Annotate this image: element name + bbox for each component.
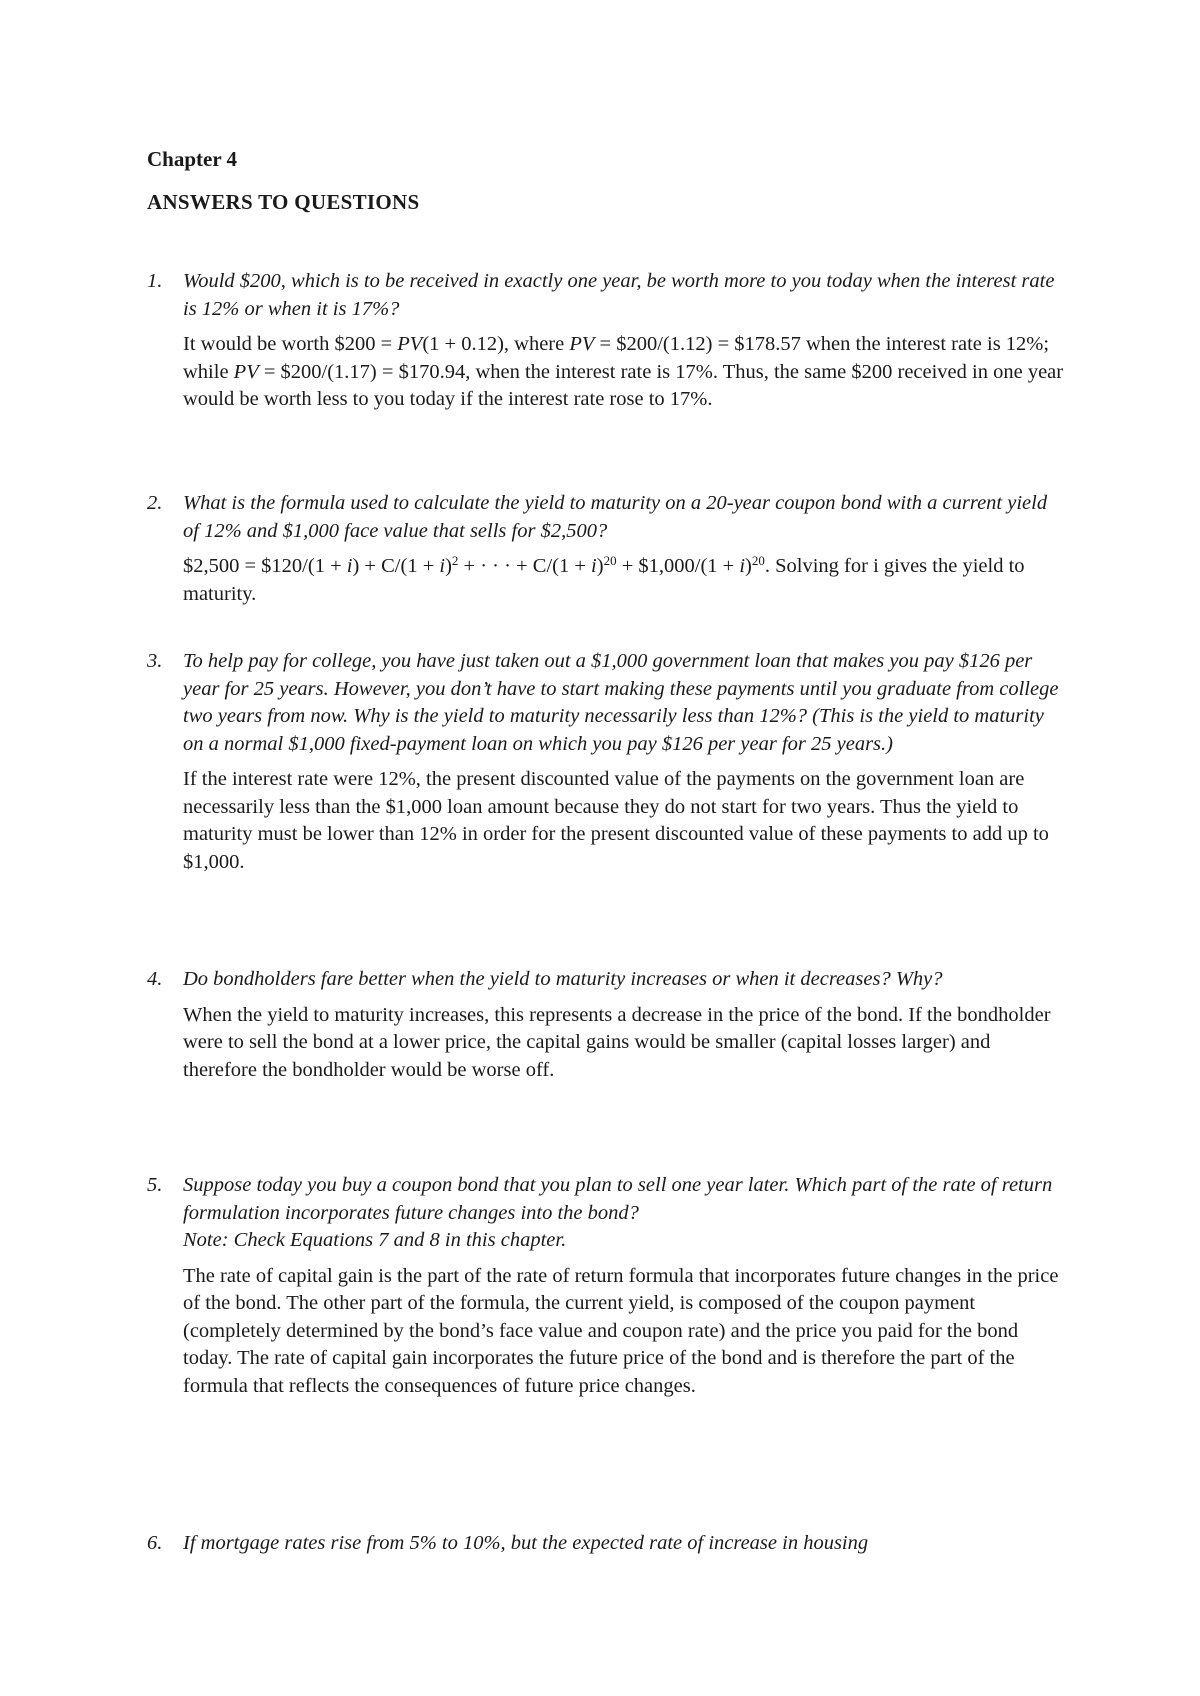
question-block-5	[147, 1172, 1067, 1400]
section-heading: ANSWERS TO QUESTIONS	[147, 190, 420, 214]
question-number: 2.	[147, 492, 163, 514]
question-note: Note: Check Equations 7 and 8 in this chapter.	[183, 1229, 567, 1251]
question-text: Would $200, which is to be received in exactly one year, be worth more to you today when the interest rate is 12% or when it is 17%?	[183, 270, 1055, 320]
question-number: 5.	[147, 1174, 163, 1196]
chapter-title: Chapter 4	[147, 147, 238, 171]
answer-text: If the interest rate were 12%, the present discounted value of the payments on the government loan are necessarily less than the $1,000 loan amount because they do not start for two years. Thus the yield to maturity must be lower than 12% in order for the present discounted value of these payments to add up to $1,000.	[183, 768, 1049, 873]
question-number: 1.	[147, 270, 163, 292]
question-block-4	[147, 966, 1067, 1084]
answer-text: It would be worth $200 = PV(1 + 0.12), where PV = $200/(1.12) = $178.57 when the interest rate is 12%; while PV = $200/(1.17) = $170.94, when the interest rate is 17%. Thus, the same $200 received in one year would be worth less to you today if the interest rate rose to 17%.	[183, 333, 1064, 410]
question-number: 4.	[147, 968, 163, 990]
question-number: 3.	[147, 650, 163, 672]
question-number: 6.	[147, 1532, 163, 1554]
answer-text: The rate of capital gain is the part of the rate of return formula that incorporates future changes in the price of the bond. The other part of the formula, the current yield, is composed of the coupon payment (completely determined by the bond’s face value and coupon rate) and the price you paid for the bond today. The rate of capital gain incorporates the future price of the bond and is therefore the part of the formula that reflects the consequences of future price changes.	[183, 1264, 1059, 1397]
question-text: Do bondholders fare better when the yield to maturity increases or when it decreases? Why?	[183, 968, 943, 990]
question-block-1	[147, 268, 1067, 414]
question-block-3	[147, 648, 1067, 876]
question-text: If mortgage rates rise from 5% to 10%, but the expected rate of increase in housing	[183, 1532, 869, 1554]
answer-text: When the yield to maturity increases, this represents a decrease in the price of the bond. If the bondholder were to sell the bond at a lower price, the capital gains would be smaller (capital losses larger) and therefore the bondholder would be worse off.	[183, 1003, 1051, 1081]
question-block-6	[147, 1530, 1067, 1558]
question-text: What is the formula used to calculate the yield to maturity on a 20-year coupon bond with a current yield of 12% and $1,000 face value that sells for $2,500?	[183, 492, 1048, 542]
question-text: To help pay for college, you have just taken out a $1,000 government loan that makes you pay $126 per year for 25 years. However, you don’t have to start making these payments until you graduate from college two years from now. Why is the yield to maturity necessarily less than 12%? (This is the yield to maturity on a normal $1,000 fixed-payment loan on which you pay $126 per year for 25 years.)	[183, 650, 1059, 755]
answer-formula: $2,500 = $120/(1 + $i) + C/(1 + i)^2$ + · · · + $C/(1 + i)^{20}$ + $1,000/(1 + i)$^{20}$. Solving for i gives the yield to maturity.	[183, 553, 1025, 605]
question-block-2	[147, 490, 1067, 608]
question-text: Suppose today you buy a coupon bond that you plan to sell one year later. Which part of the rate of return formulation incorporates future changes into the bond?	[183, 1174, 1053, 1224]
